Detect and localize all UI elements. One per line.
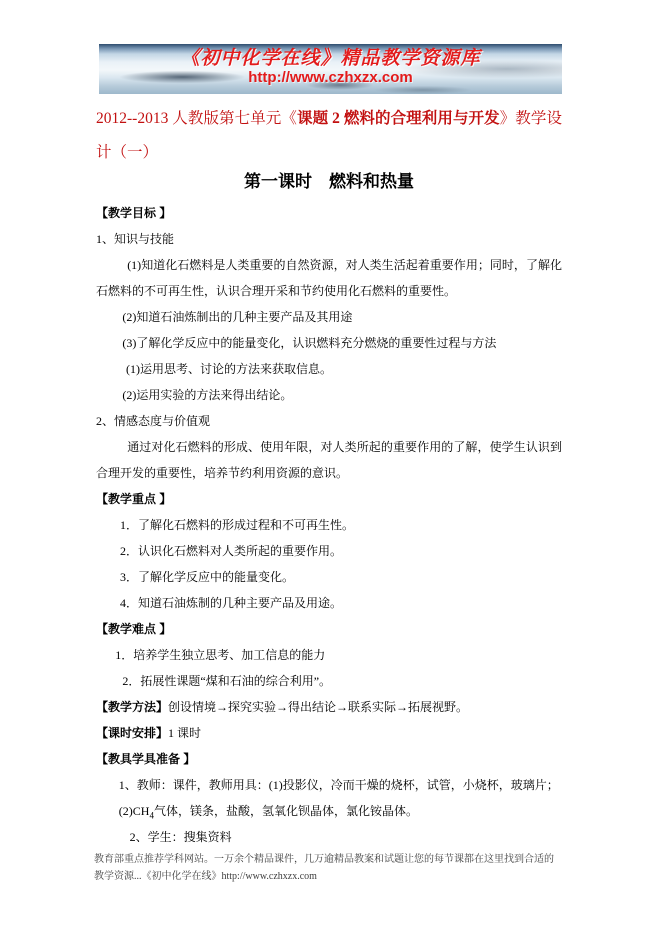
- objective-2: [96, 304, 562, 330]
- section-heading-objectives: [96, 200, 562, 226]
- difficulty-1: [96, 642, 562, 668]
- key-point-4: [96, 590, 562, 616]
- footer-line-1: 教育部重点推荐学科网站。一万余个精品课件，几万逾精品教案和试题让您的每节课都在这里找到合适的: [94, 854, 554, 865]
- section-schedule: [96, 720, 562, 746]
- page-footer: [94, 851, 566, 885]
- footer-text: 教学资源...《初中化学在线》: [94, 871, 222, 882]
- text-run: 3．了解化学反应中的能量变化。: [120, 570, 295, 584]
- section-heading-materials: [96, 746, 562, 772]
- section-teaching-method: [96, 694, 562, 720]
- text-run: 2、情感态度与价值观: [96, 414, 211, 428]
- text-run: 2012--2013 人教版第七单元《: [96, 110, 297, 127]
- materials-student: [96, 824, 562, 850]
- text-run: 4: [149, 810, 154, 821]
- lesson-heading: 第一课时 燃料和热量: [244, 172, 414, 191]
- key-point-2: [96, 538, 562, 564]
- process-method-2: [96, 382, 562, 408]
- text-run: 【课时安排】: [96, 726, 169, 740]
- text-run: 1、教师：课件，教师用具：(1)投影仪，冷而干燥的烧杯，试管，小烧杯，玻璃片；: [118, 778, 559, 792]
- text-run: 【教学重点 】: [96, 492, 172, 506]
- objective-1: [96, 252, 562, 304]
- text-run: (1)运用思考、讨论的方法来获取信息。: [126, 362, 332, 376]
- text-run: 1．培养学生独立思考、加工信息的能力: [115, 648, 326, 662]
- section-heading-key-points: [96, 486, 562, 512]
- text-run: 【教具学具准备 】: [96, 752, 196, 766]
- text-run: 4．知道石油炼制的几种主要产品及用途。: [120, 596, 343, 610]
- text-run: 1．了解化石燃料的形成过程和不可再生性。: [120, 518, 355, 532]
- difficulty-2: [96, 668, 562, 694]
- text-run: 【教学难点 】: [96, 622, 172, 636]
- materials-teacher-1: [96, 772, 562, 798]
- text-run: 2．拓展性课题“煤和石油的综合利用”。: [122, 674, 332, 688]
- text-run: 通过对化石燃料的形成、使用年限，对人类所起的重要作用的了解，使学生认识到合理开发的重要性，培养节约利用资源的意识。: [96, 440, 562, 480]
- text-run: (3)了解化学反应中的能量变化，认识燃料充分燃烧的重要性过程与方法: [122, 336, 497, 350]
- objective-3: [96, 330, 562, 356]
- site-banner: [99, 44, 562, 94]
- text-run: 【教学目标 】: [96, 206, 172, 220]
- text-run: 2．认识化石燃料对人类所起的重要作用。: [120, 544, 343, 558]
- document-title: [96, 102, 562, 170]
- item-knowledge-skills: [96, 226, 562, 252]
- text-run: (2)运用实验的方法来得出结论。: [122, 388, 293, 402]
- materials-teacher-2: [96, 798, 562, 824]
- text-run: 1、知识与技能: [96, 232, 175, 246]
- text-run: 》教学设计（一）: [96, 110, 562, 161]
- text-run: 1 课时: [168, 726, 202, 740]
- footer-line-2: [94, 868, 566, 885]
- text-run: 气体，镁条，盐酸，氢氧化钡晶体，氯化铵晶体。: [153, 804, 418, 818]
- text-run: (2)知道石油炼制出的几种主要产品及其用途: [122, 310, 353, 324]
- banner-title: 《初中化学在线》精品教学资源库: [180, 48, 481, 69]
- banner-url: http://www.czhxzx.com: [248, 69, 413, 86]
- process-method-1: [96, 356, 562, 382]
- text-run: 课题 2 燃料的合理利用与开发: [296, 110, 500, 127]
- item-emotion-values: [96, 408, 562, 434]
- key-point-3: [96, 564, 562, 590]
- text-run: (2)CH: [118, 804, 150, 818]
- text-run: 创设情境→探究实验→得出结论→联系实际→拓展视野。: [168, 700, 469, 714]
- section-heading-difficulties: [96, 616, 562, 642]
- key-point-1: [96, 512, 562, 538]
- text-run: (1)知道化石燃料是人类重要的自然资源，对人类生活起着重要作用；同时，了解化石燃料的不可再生性，认识合理开采和节约使用化石燃料的重要性。: [96, 258, 562, 298]
- document-body: [96, 200, 562, 850]
- footer-url: http://www.czhxzx.com: [221, 871, 317, 882]
- text-run: 2、学生：搜集资料: [129, 830, 232, 844]
- text-run: 【教学方法】: [96, 700, 169, 714]
- values-paragraph: [96, 434, 562, 486]
